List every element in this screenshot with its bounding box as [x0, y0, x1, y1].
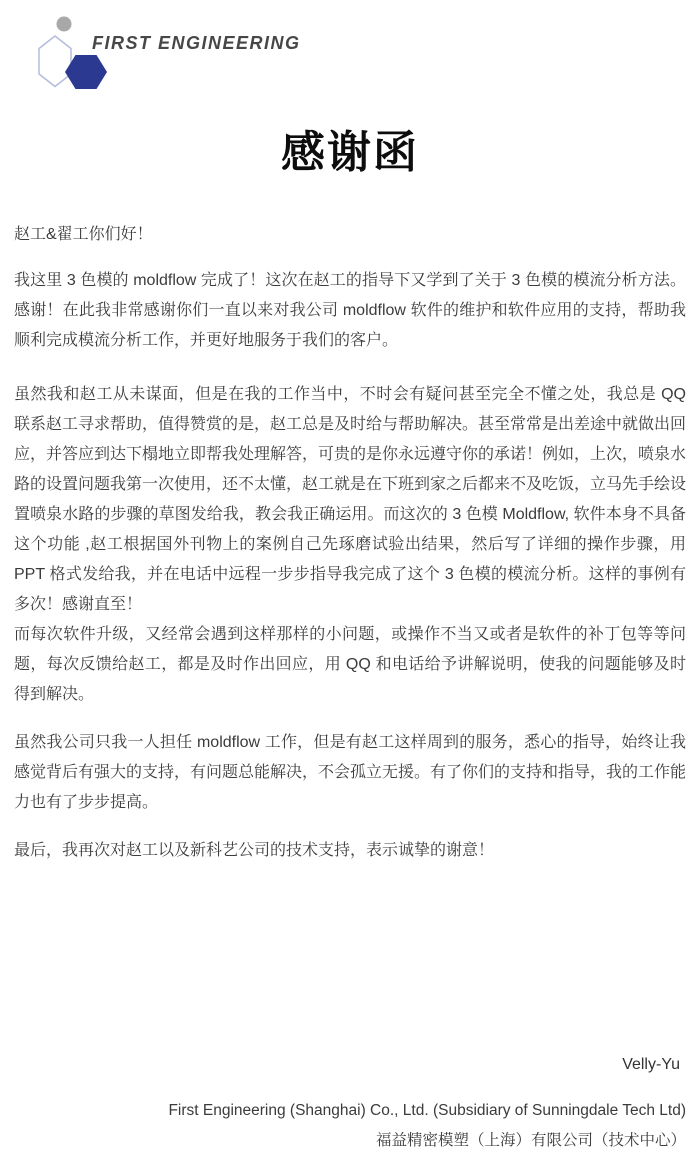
- letter-greeting: 赵工&翟工你们好！: [14, 226, 153, 243]
- footer-company-name-en: First Engineering (Shanghai) Co., Ltd. (Subsidiary of Sunningdale Tech Ltd): [168, 1102, 686, 1119]
- letter-paragraph-5: 最后，我再次对赵工以及新科艺公司的技术支持，表示诚挚的谢意！: [14, 842, 495, 859]
- logo-dot-icon: [57, 17, 72, 32]
- logo-outline-hexagon-icon: [39, 36, 71, 87]
- footer-company-name-zh: 福益精密模塑（上海）有限公司（技术中心）: [375, 1132, 686, 1149]
- letter-paragraph-3: 而每次软件升级，又经常会遇到这样那样的小问题，或操作不当又或者是软件的补丁包等等问题，每次反馈给赵工，都是及时作出回应，用 QQ 和电话给予讲解说明，使我的问题能够及时得到解决。: [14, 626, 686, 703]
- letter-signature: Velly-Yu: [622, 1056, 680, 1073]
- letter-paragraph-1: 我这里 3 色模的 moldflow 完成了！这次在赵工的指导下又学到了关于 3 色模的模流分析方法。感谢！在此我非常感谢你们一直以来对我公司 moldflow 软件的维护和软件应用的支持，帮助我顺利完成模流分析工作，并更好地服务于我们的客户。: [14, 272, 686, 349]
- logo-hexagons-icon: [30, 10, 150, 100]
- letter-body: [14, 220, 686, 1156]
- letter-paragraph-4: 虽然我公司只我一人担任 moldflow 工作，但是有赵工这样周到的服务，悉心的指导，始终让我感觉背后有强大的支持，有问题总能解决，不会孤立无援。有了你们的支持和指导，我的工作能力也有了步步提高。: [14, 734, 687, 811]
- letter-title: 感谢函: [281, 128, 419, 177]
- logo-company-name: FIRST ENGINEERING: [92, 33, 301, 53]
- company-logo: [0, 0, 700, 100]
- letter-paragraph-2: 虽然我和赵工从未谋面，但是在我的工作当中，不时会有疑问甚至完全不懂之处，我总是 QQ 联系赵工寻求帮助，值得赞赏的是，赵工总是及时给与帮助解决。甚至常常是出差途中就做出回应，并答应到达下榻地立即帮我处理解答，可贵的是你永远遵守你的承诺！例如，上次，喷泉水路的设置问题我第一次使用，还不太懂，赵工就是在下班到家之后都来不及吃饭，立马先手绘设置喷泉水路的步骤的草图发给我，教会我正确运用。而这次的 3 色模 Moldflow, 软件本身不具备这个功能 ,赵工根据国外刊物上的案例自己先琢磨试验出结果，然后写了详细的操作步骤，用 PPT 格式发给我，并在电话中远程一步步指导我完成了这个 3 色模的模流分析。这样的事例有多次！感谢直至！: [14, 386, 687, 613]
- letter-footer: [14, 1096, 686, 1156]
